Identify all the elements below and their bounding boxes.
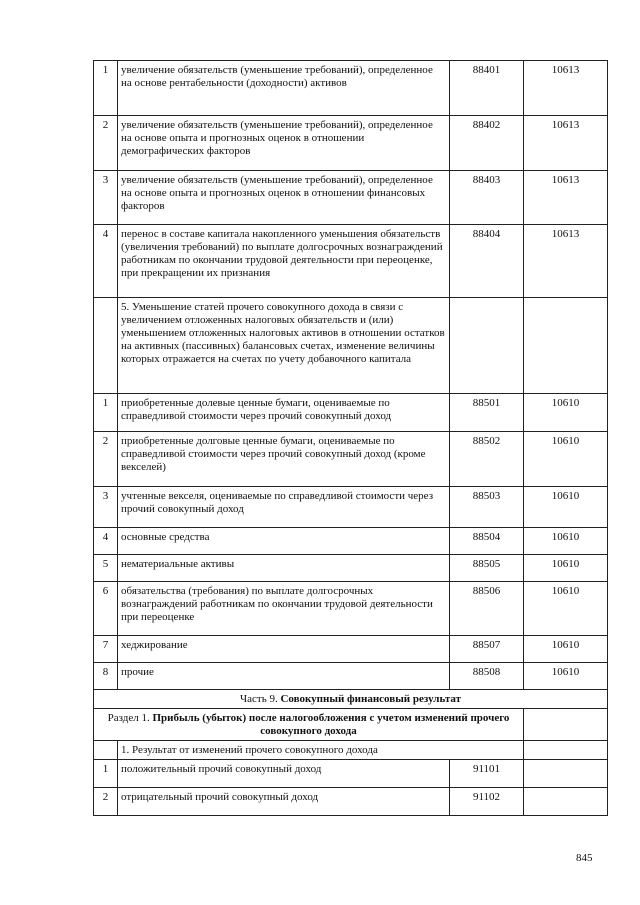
table-row <box>94 171 608 225</box>
section-heading <box>94 709 524 741</box>
row-number <box>94 298 118 394</box>
table-row <box>94 225 608 298</box>
subsection-row <box>94 741 608 760</box>
table-row <box>94 555 608 582</box>
row-account: 10610 <box>524 487 608 528</box>
subsection-num-cell <box>94 741 118 760</box>
section-prefix: Раздел 1. <box>107 712 150 724</box>
table-row <box>94 528 608 555</box>
row-code: 88503 <box>450 487 524 528</box>
row-account: 10613 <box>524 116 608 171</box>
row-code: 88508 <box>450 663 524 690</box>
row-account <box>524 760 608 788</box>
row-account: 10610 <box>524 663 608 690</box>
part-heading <box>94 690 608 709</box>
section-title: Прибыль (убыток) после налогообложения с учетом изменений прочего совокупного дохода <box>152 712 510 737</box>
row-account: 10610 <box>524 394 608 432</box>
section-row <box>94 709 608 741</box>
page-number: 845 <box>576 852 593 864</box>
section-empty-cell <box>524 709 608 741</box>
row-account: 10610 <box>524 432 608 487</box>
row-code: 88501 <box>450 394 524 432</box>
row-account: 10610 <box>524 555 608 582</box>
row-description: увеличение обязательств (уменьшение требований), определенное на основе опыта и прогнозных оценок в отношении финансовых факторов <box>118 171 450 225</box>
row-number: 4 <box>94 225 118 298</box>
row-account: 10613 <box>524 225 608 298</box>
row-number: 2 <box>94 788 118 816</box>
row-description: отрицательный прочий совокупный доход <box>118 788 450 816</box>
row-account: 10613 <box>524 61 608 116</box>
table-row <box>94 298 608 394</box>
part-title: Совокупный финансовый результат <box>280 693 462 705</box>
table-row <box>94 432 608 487</box>
table-row <box>94 760 608 788</box>
part-prefix: Часть 9. <box>239 693 278 705</box>
row-description: 5. Уменьшение статей прочего совокупного дохода в связи с увеличением отложенных налоговых обязательств и (или) уменьшением отложенных налоговых активов в отношении остатков на активных (пассивных) балансовых счетах, изменение величины которых отражается на счетах по учету добавочного капитала <box>118 298 450 394</box>
row-description: основные средства <box>118 528 450 555</box>
row-code: 88502 <box>450 432 524 487</box>
row-description: нематериальные активы <box>118 555 450 582</box>
row-account <box>524 298 608 394</box>
row-number: 1 <box>94 61 118 116</box>
part-row <box>94 690 608 709</box>
row-description: обязательства (требования) по выплате долгосрочных вознаграждений работникам по окончании трудовой деятельности при переоценке <box>118 582 450 636</box>
row-description: учтенные векселя, оцениваемые по справедливой стоимости через прочий совокупный доход <box>118 487 450 528</box>
row-description: положительный прочий совокупный доход <box>118 760 450 788</box>
row-code: 88401 <box>450 61 524 116</box>
accounts-table <box>93 60 608 816</box>
subsection-empty-cell <box>524 741 608 760</box>
row-number: 6 <box>94 582 118 636</box>
row-account: 10613 <box>524 171 608 225</box>
row-code: 88506 <box>450 582 524 636</box>
row-number: 2 <box>94 432 118 487</box>
table-row <box>94 116 608 171</box>
table-row <box>94 394 608 432</box>
row-code: 88404 <box>450 225 524 298</box>
row-code: 88507 <box>450 636 524 663</box>
table-row <box>94 636 608 663</box>
table-row <box>94 663 608 690</box>
row-code: 88504 <box>450 528 524 555</box>
row-description: приобретенные долговые ценные бумаги, оцениваемые по справедливой стоимости через прочий совокупный доход (кроме векселей) <box>118 432 450 487</box>
row-code: 91101 <box>450 760 524 788</box>
row-number: 1 <box>94 394 118 432</box>
row-description: хеджирование <box>118 636 450 663</box>
row-code: 88505 <box>450 555 524 582</box>
row-code: 88403 <box>450 171 524 225</box>
row-code <box>450 298 524 394</box>
subsection-heading: 1. Результат от изменений прочего совокупного дохода <box>118 741 524 760</box>
row-number: 2 <box>94 116 118 171</box>
row-account <box>524 788 608 816</box>
row-account: 10610 <box>524 582 608 636</box>
row-number: 4 <box>94 528 118 555</box>
table-row <box>94 582 608 636</box>
row-description: прочие <box>118 663 450 690</box>
row-code: 91102 <box>450 788 524 816</box>
row-description: увеличение обязательств (уменьшение требований), определенное на основе рентабельности (доходности) активов <box>118 61 450 116</box>
table-row <box>94 61 608 116</box>
row-code: 88402 <box>450 116 524 171</box>
row-description: увеличение обязательств (уменьшение требований), определенное на основе опыта и прогнозных оценок в отношении демографических факторов <box>118 116 450 171</box>
row-number: 3 <box>94 171 118 225</box>
row-number: 5 <box>94 555 118 582</box>
row-description: приобретенные долевые ценные бумаги, оцениваемые по справедливой стоимости через прочий совокупный доход <box>118 394 450 432</box>
table-row <box>94 487 608 528</box>
row-number: 1 <box>94 760 118 788</box>
table-row <box>94 788 608 816</box>
row-number: 8 <box>94 663 118 690</box>
row-account: 10610 <box>524 636 608 663</box>
row-description: перенос в составе капитала накопленного уменьшения обязательств (увеличения требований) по выплате долгосрочных вознаграждений работникам по окончании трудовой деятельности при переоценке, при прекращении их признания <box>118 225 450 298</box>
row-number: 7 <box>94 636 118 663</box>
row-account: 10610 <box>524 528 608 555</box>
row-number: 3 <box>94 487 118 528</box>
